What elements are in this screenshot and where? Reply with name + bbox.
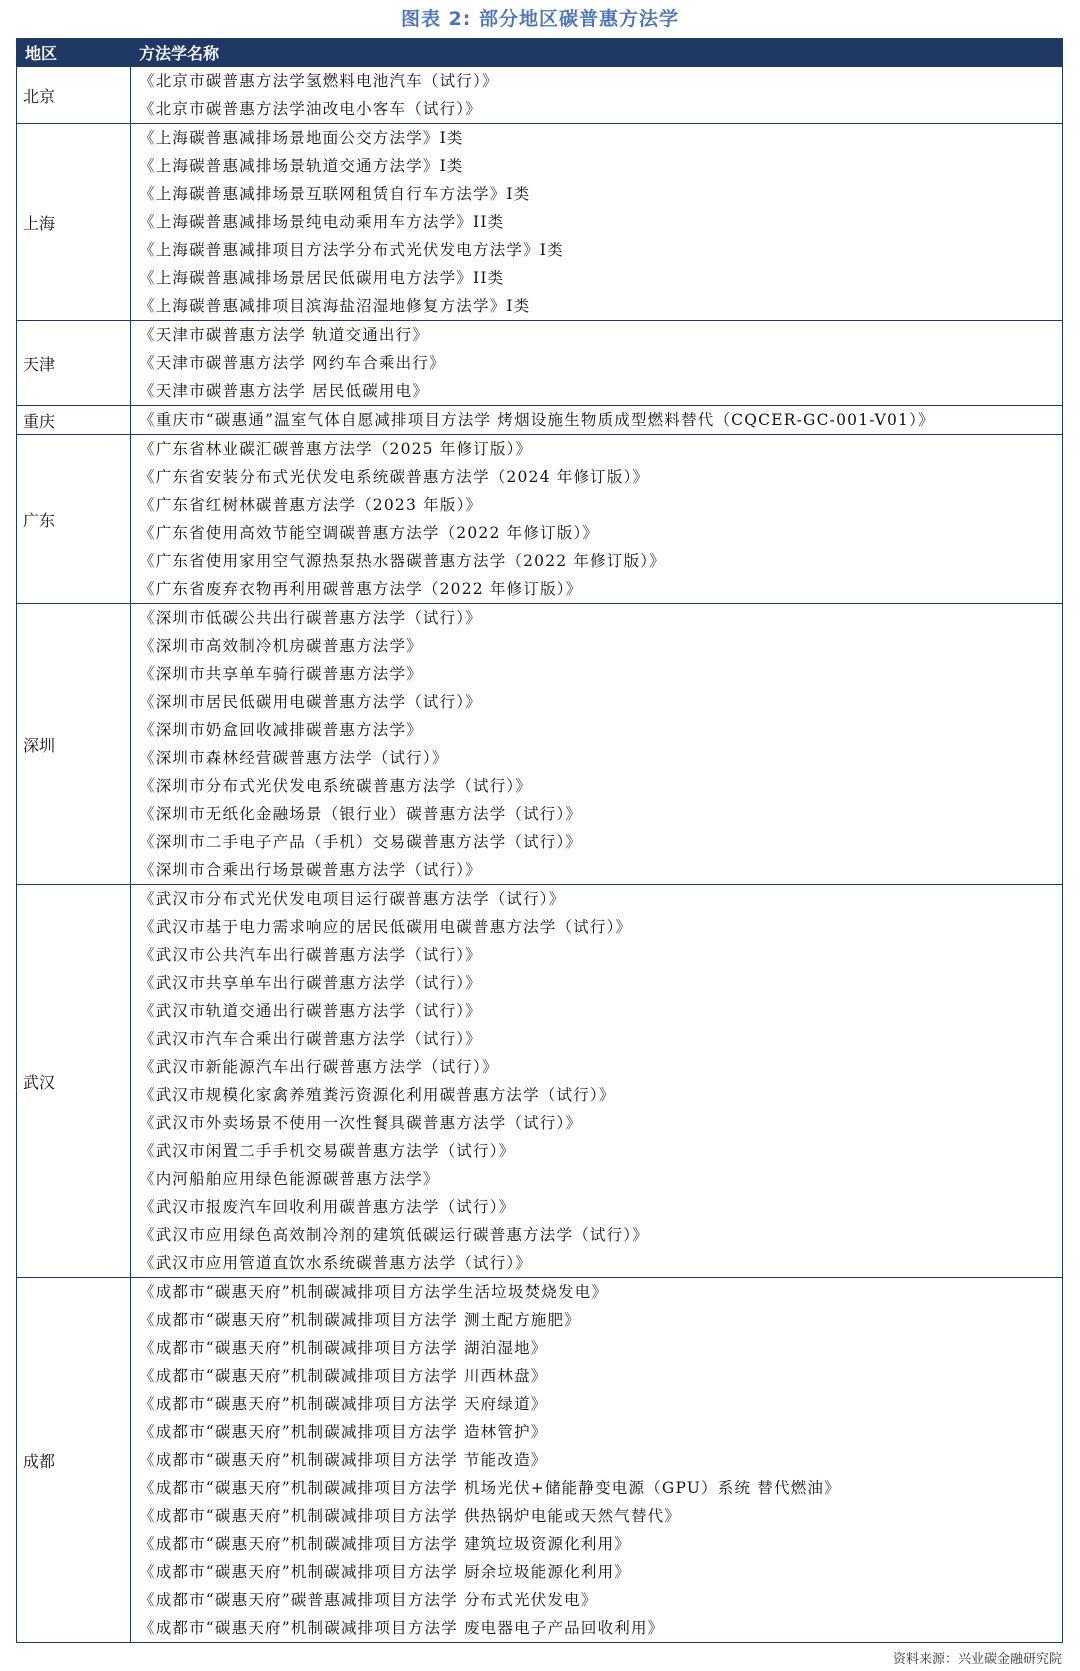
method-list-cell xyxy=(131,67,1063,124)
header-region: 地区 xyxy=(17,39,131,67)
table-row xyxy=(17,435,1063,604)
method-item: 《北京市碳普惠方法学油改电小客车（试行）》 xyxy=(139,100,482,118)
method-item: 《北京市碳普惠方法学氢燃料电池汽车（试行）》 xyxy=(139,72,499,90)
method-item: 《重庆市“碳惠通”温室气体自愿减排项目方法学 烤烟设施生物质成型燃料替代（CQCER-GC-001-V01）》 xyxy=(139,411,935,429)
method-item: 《武汉市报废汽车回收利用碳普惠方法学（试行）》 xyxy=(139,1198,516,1216)
region-cell: 天津 xyxy=(17,321,131,406)
method-item: 《上海碳普惠减排项目方法学分布式光伏发电方法学》I类 xyxy=(139,241,564,259)
table-row xyxy=(17,885,1063,1278)
method-item: 《内河船舶应用绿色能源碳普惠方法学》 xyxy=(139,1170,440,1188)
method-list-cell xyxy=(131,604,1063,885)
method-item: 《广东省使用高效节能空调碳普惠方法学（2022 年修订版）》 xyxy=(139,524,600,542)
method-item: 《上海碳普惠减排项目滨海盐沼湿地修复方法学》I类 xyxy=(139,297,531,315)
method-item: 《成都市“碳惠天府”机制碳减排项目方法学 建筑垃圾资源化利用》 xyxy=(139,1535,631,1553)
method-item: 《天津市碳普惠方法学 网约车合乘出行》 xyxy=(139,354,446,372)
method-item: 《成都市“碳惠天府”机制碳减排项目方法学 厨余垃圾能源化利用》 xyxy=(139,1563,631,1581)
method-item: 《广东省废弃衣物再利用碳普惠方法学（2022 年修订版）》 xyxy=(139,580,583,598)
method-item: 《广东省红树林碳普惠方法学（2023 年版）》 xyxy=(139,496,483,514)
region-cell: 深圳 xyxy=(17,604,131,885)
method-item: 《武汉市共享单车出行碳普惠方法学（试行）》 xyxy=(139,974,482,992)
method-item: 《成都市“碳惠天府”机制碳减排项目方法学 机场光伏+储能静变电源（GPU）系统 替代燃油》 xyxy=(139,1479,841,1497)
method-item: 《成都市“碳惠天府”机制碳减排项目方法学 废电器电子产品回收利用》 xyxy=(139,1619,665,1637)
method-item: 《成都市“碳惠天府”机制碳减排项目方法学 天府绿道》 xyxy=(139,1395,548,1413)
figure-title: 图表 2: 部分地区碳普惠方法学 xyxy=(400,8,680,30)
table-row xyxy=(17,124,1063,321)
method-item: 《武汉市轨道交通出行碳普惠方法学（试行）》 xyxy=(139,1002,482,1020)
region-cell: 武汉 xyxy=(17,885,131,1278)
method-item: 《上海碳普惠减排场景居民低碳用电方法学》II类 xyxy=(139,269,505,287)
method-item: 《武汉市规模化家禽养殖粪污资源化利用碳普惠方法学（试行）》 xyxy=(139,1086,616,1104)
method-item: 《武汉市应用管道直饮水系统碳普惠方法学（试行）》 xyxy=(139,1254,533,1272)
method-item: 《上海碳普惠减排场景互联网租赁自行车方法学》I类 xyxy=(139,185,531,203)
region-cell: 上海 xyxy=(17,124,131,321)
method-item: 《天津市碳普惠方法学 轨道交通出行》 xyxy=(139,326,430,344)
method-item: 《深圳市森林经营碳普惠方法学（试行）》 xyxy=(139,749,449,767)
method-list-cell xyxy=(131,124,1063,321)
method-item: 《成都市“碳惠天府”机制碳减排项目方法学 供热锅炉电能或天然气替代》 xyxy=(139,1507,682,1525)
method-item: 《深圳市低碳公共出行碳普惠方法学（试行）》 xyxy=(139,609,482,627)
method-item: 《武汉市公共汽车出行碳普惠方法学（试行）》 xyxy=(139,946,482,964)
method-list-cell xyxy=(131,406,1063,435)
method-item: 《成都市“碳惠天府”机制碳减排项目方法学生活垃圾焚烧发电》 xyxy=(139,1283,609,1301)
method-item: 《深圳市无纸化金融场景（银行业）碳普惠方法学（试行）》 xyxy=(139,805,583,823)
method-item: 《武汉市基于电力需求响应的居民低碳用电碳普惠方法学（试行）》 xyxy=(139,918,633,936)
method-item: 《深圳市分布式光伏发电系统碳普惠方法学（试行）》 xyxy=(139,777,533,795)
method-list-cell xyxy=(131,885,1063,1278)
method-item: 《深圳市奶盒回收减排碳普惠方法学》 xyxy=(139,721,423,739)
region-cell: 重庆 xyxy=(17,406,131,435)
method-item: 《深圳市居民低碳用电碳普惠方法学（试行）》 xyxy=(139,693,482,711)
method-item: 《武汉市分布式光伏发电项目运行碳普惠方法学（试行）》 xyxy=(139,890,566,908)
method-item: 《广东省林业碳汇碳普惠方法学（2025 年修订版）》 xyxy=(139,440,533,458)
table-row xyxy=(17,604,1063,885)
method-item: 《成都市“碳惠天府”碳普惠减排项目方法学 分布式光伏发电》 xyxy=(139,1591,598,1609)
table-header-row xyxy=(17,39,1063,67)
header-method: 方法学名称 xyxy=(131,39,1063,67)
method-item: 《深圳市合乘出行场景碳普惠方法学（试行）》 xyxy=(139,861,482,879)
region-cell: 广东 xyxy=(17,435,131,604)
method-item: 《武汉市闲置二手手机交易碳普惠方法学（试行）》 xyxy=(139,1142,516,1160)
method-item: 《武汉市应用绿色高效制冷剂的建筑低碳运行碳普惠方法学（试行）》 xyxy=(139,1226,649,1244)
method-item: 《上海碳普惠减排场景轨道交通方法学》I类 xyxy=(139,157,464,175)
source-note: 资料来源：兴业碳金融研究院 xyxy=(892,1652,1062,1667)
method-item: 《武汉市外卖场景不使用一次性餐具碳普惠方法学（试行）》 xyxy=(139,1114,583,1132)
methodology-table xyxy=(16,38,1063,1643)
method-list-cell xyxy=(131,435,1063,604)
region-cell: 成都 xyxy=(17,1278,131,1643)
method-item: 《成都市“碳惠天府”机制碳减排项目方法学 湖泊湿地》 xyxy=(139,1339,548,1357)
method-item: 《上海碳普惠减排场景纯电动乘用车方法学》II类 xyxy=(139,213,505,231)
region-cell: 北京 xyxy=(17,67,131,124)
method-item: 《成都市“碳惠天府”机制碳减排项目方法学 造林管护》 xyxy=(139,1423,548,1441)
table-row xyxy=(17,1278,1063,1643)
method-item: 《深圳市高效制冷机房碳普惠方法学》 xyxy=(139,637,423,655)
method-list-cell xyxy=(131,321,1063,406)
table-row xyxy=(17,67,1063,124)
method-item: 《成都市“碳惠天府”机制碳减排项目方法学 节能改造》 xyxy=(139,1451,548,1469)
method-item: 《深圳市二手电子产品（手机）交易碳普惠方法学（试行）》 xyxy=(139,833,583,851)
method-item: 《武汉市汽车合乘出行碳普惠方法学（试行）》 xyxy=(139,1030,482,1048)
method-item: 《成都市“碳惠天府”机制碳减排项目方法学 测土配方施肥》 xyxy=(139,1311,581,1329)
method-item: 《上海碳普惠减排场景地面公交方法学》I类 xyxy=(139,129,464,147)
table-row xyxy=(17,406,1063,435)
method-item: 《成都市“碳惠天府”机制碳减排项目方法学 川西林盘》 xyxy=(139,1367,548,1385)
method-item: 《武汉市新能源汽车出行碳普惠方法学（试行）》 xyxy=(139,1058,499,1076)
method-list-cell xyxy=(131,1278,1063,1643)
table-row xyxy=(17,321,1063,406)
method-item: 《天津市碳普惠方法学 居民低碳用电》 xyxy=(139,382,430,400)
method-item: 《广东省使用家用空气源热泵热水器碳普惠方法学（2022 年修订版）》 xyxy=(139,552,666,570)
table-body xyxy=(17,67,1063,1643)
method-item: 《深圳市共享单车骑行碳普惠方法学》 xyxy=(139,665,423,683)
method-item: 《广东省安装分布式光伏发电系统碳普惠方法学（2024 年修订版）》 xyxy=(139,468,650,486)
